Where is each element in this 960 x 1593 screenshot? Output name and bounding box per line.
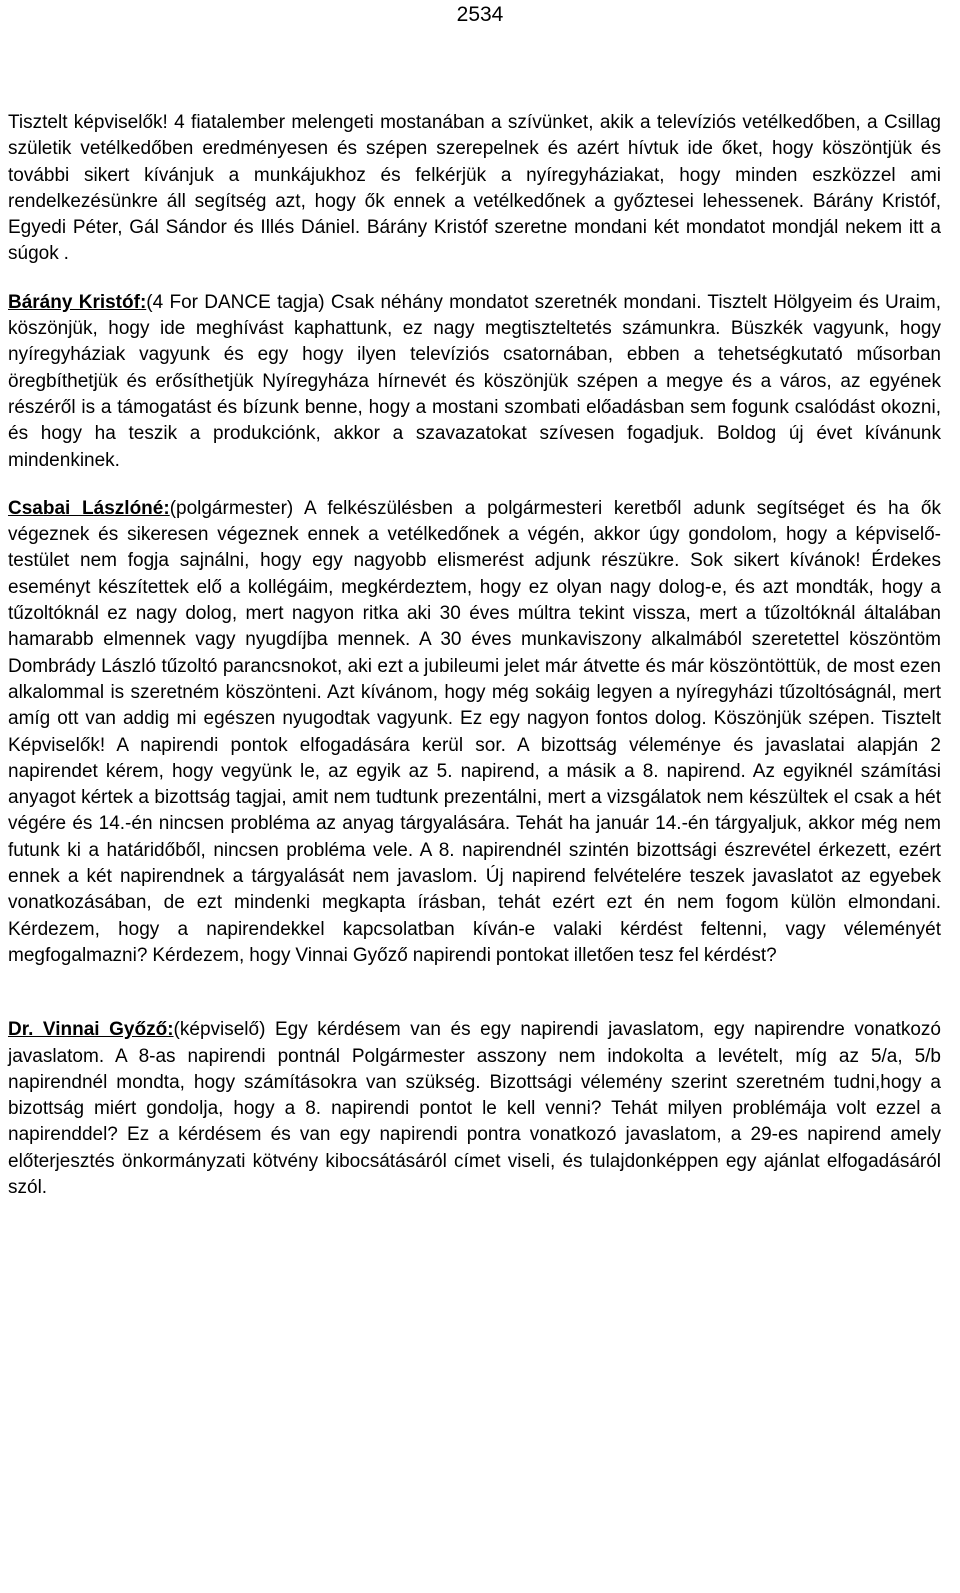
paragraph-text: Csak néhány mondatot szeretnék mondani. Tisztelt Hölgyeim és Uraim, köszönjük, hogy ide meghívást kaphattunk, ez nagy megtiszteltetés számunkra. Büszkék vagyunk, hogy nyíregyháziak vagyunk és egy hogy ilyen televíziós csatornában, ebben a tehetségkutató műsorban öregbíthetjük és erősíthetjük Nyíregyháza hírnevét és köszönjük szépen a megye és a város, az egyének részéről is a támogatást és bízunk benne, hogy a mostani szombati előadásban sem fogunk csalódást okozni, és hogy ha teszik a produkciónk, akkor a szavazatokat szívesen fogadjuk. Boldog új évet kívánunk mindenkinek. [8,291,941,471]
paragraph-gap [8,969,941,1017]
paragraph-intro [8,110,941,268]
paragraph-gap [8,268,941,290]
paragraph-text: A felkészülésben a polgármesteri keretből adunk segítséget és ha ők végeznek és sikeresen végeznek ennek a vetélkedőnek a végén, akkor úgy gondolom, hogy a képviselő-testület nem fogja sajnálni, hogy egy nagyobb elismerést adjunk részükre. Sok sikert kívánok! Érdekes eseményt készítettek elő a kollégáim, megkérdeztem, hogy ez olyan nagy dolog-e, és azt mondták, hogy a tűzoltóknál ez nagy dolog, mert nagyon ritka aki 30 éves múltra tekint vissza, mert a tűzoltóknál általában hamarabb elmennek vagy nyugdíjba mennek. A 30 éves munkaviszony alkalmából szeretettel köszöntöm Dombrády László tűzoltó parancsnokot, aki ezt a jubileumi jelet már átvette és már köszöntöttük, de most ezen alkalommal is szeretném köszönteni. Azt kívánom, hogy még sokáig legyen a nyíregyházi tűzoltóságnál, mert amíg ott van addig mi egészen nyugodtak vagyunk. Ez egy nagyon fontos dolog. Köszönjük szépen. Tisztelt Képviselők! A napirendi pontok elfogadására kerül sor. A bizottság véleménye és javaslatai alapján 2 napirendet kérem, hogy vegyünk le, az egyik az 5. napirend, a másik a 8. napirend. Az egyiknél számítási anyagot kértek a bizottság tagjai, amit nem tudtunk prezentálni, mert a vizsgálatok nem készültek el csak a hét végére és 14.-én nincsen probléma az anyag tárgyalására. Tehát ha január 14.-én tárgyaljuk, akkor még nem futunk ki a határidőből, nincsen probléma vele. A 8. napirendnél szintén bizottsági észrevétel érkezett, ezért ennek a két napirendnek a tárgyalását nem javaslom. Új napirend felvételére teszek javaslatot az egyebek vonatkozásában, de ezt mindenki megkapta írásban, tehát ezért ezt én nem fogom külön elmondani. Kérdezem, hogy a napirendekkel kapcsolatban kíván-e valaki kérdést feltenni, vagy véleményét megfogalmazni? Kérdezem, hogy Vinnai Győző napirendi pontokat illetően tesz fel kérdést? [8,497,941,966]
paragraph-text: Egy kérdésem van és egy napirendi javaslatom, egy napirendre vonatkozó javaslatom. A 8-as napirendi pontnál Polgármester asszony nem indokolta a levételt, míg az 5/a, 5/b napirendnél mondta, hogy számításokra van szükség. Bizottsági vélemény szerint szeretném tudni,hogy a bizottság miért gondolja, hogy a 8. napirendi pontot le kell venni? Tehát milyen problémája volt ezzel a napirenddel? Ez a kérdésem és van egy napirendi pontra vonatkozó javaslatom, a 29-es napirend amely előterjesztés önkormányzati kötvény kibocsátásáról címet viseli, és tulajdonképpen egy ajánlat elfogadásáról szól. [8,1019,941,1198]
speaker-name: Bárány Kristóf: [8,291,147,313]
paragraph-vinnai [8,1017,941,1201]
paragraph-barany [8,290,941,474]
paragraph-gap [8,474,941,496]
speaker-role: (4 For DANCE tagja) [146,291,325,313]
speaker-role: (képviselő) [173,1019,266,1041]
speaker-role: (polgármester) [169,497,294,519]
page-number: 2534 [456,3,504,26]
speaker-name: Dr. Vinnai Győző: [8,1019,174,1041]
paragraph-csabai [8,496,941,969]
document-body [8,110,941,1201]
speaker-name: Csabai Lászlóné: [8,497,170,519]
paragraph-intro-text: Tisztelt képviselők! 4 fiatalember melengeti mostanában a szívünket, akik a televíziós vetélkedőben, a Csillag születik vetélkedőben eredményesen és szépen szerepelnek és azért hívtuk ide őket, hogy köszöntjük és további sikert kívánjuk a munkájukhoz és felkérjük a nyíregyháziakat, hogy minden eszközzel ami rendelkezésünkre áll segítség azt, hogy ők ennek a vetélkedőnek a győztesei lehessenek. Bárány Kristóf, Egyedi Péter, Gál Sándor és Illés Dániel. Bárány Kristóf szeretne mondani két mondatot mondjál nekem itt a súgok . [8,112,941,265]
